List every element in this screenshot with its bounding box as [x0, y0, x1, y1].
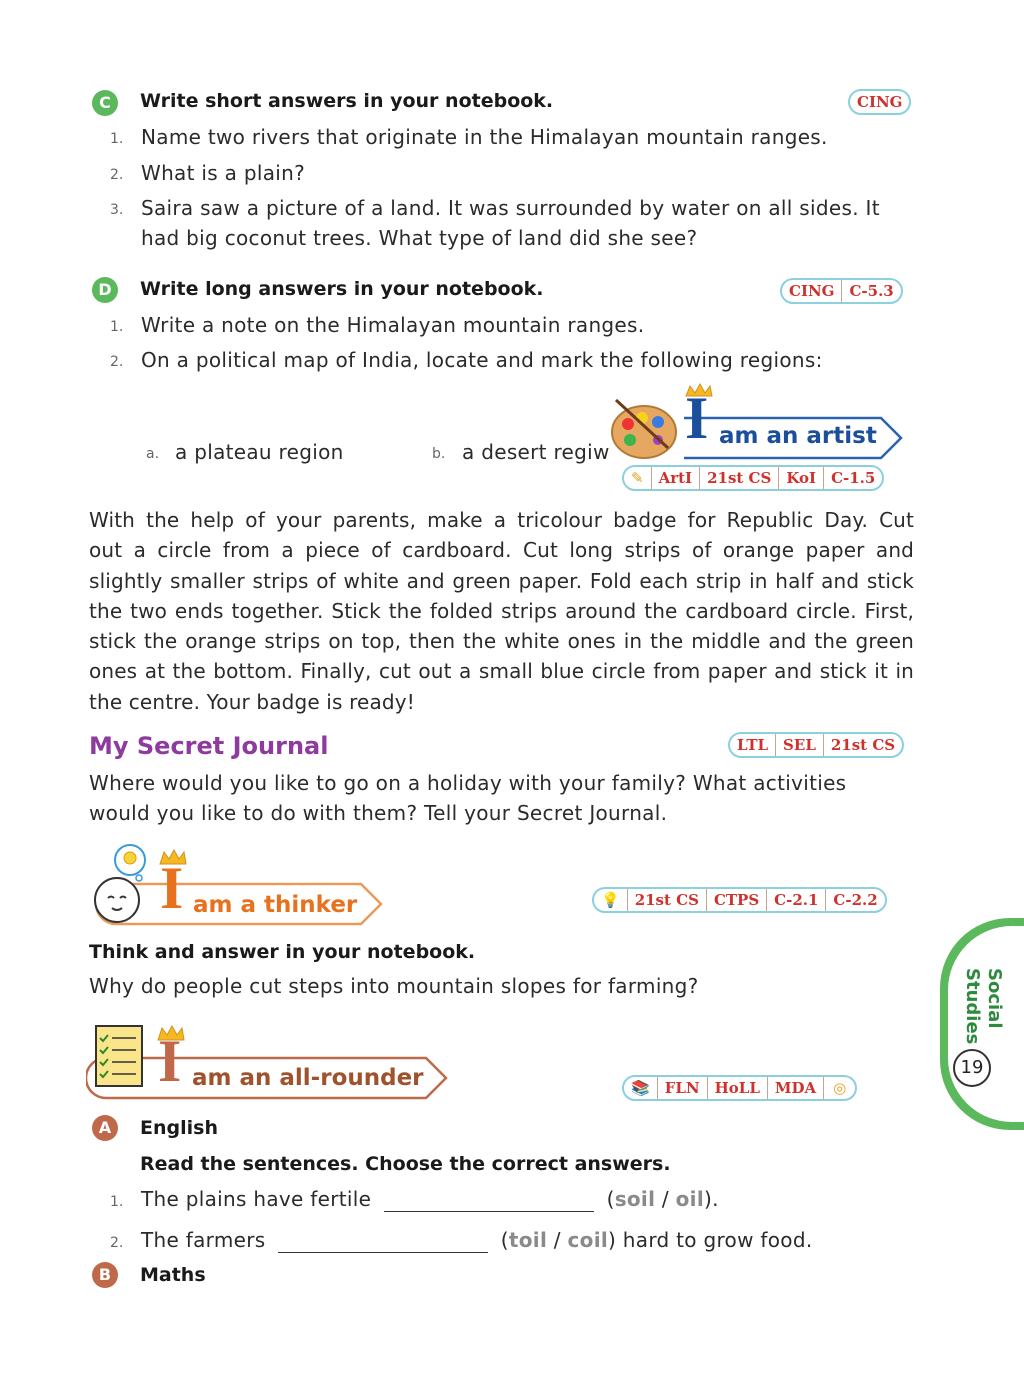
- tag-c53: C-5.3: [841, 280, 900, 302]
- page-number: 19: [953, 1049, 991, 1087]
- sentence-end: ) hard to grow food.: [608, 1228, 813, 1252]
- journal-tags: [728, 732, 904, 758]
- question-text: had big coconut trees. What type of land did she see?: [141, 226, 698, 250]
- sentence-start: The farmers: [141, 1228, 266, 1252]
- option-1[interactable]: soil: [614, 1187, 656, 1211]
- paragraph-line: ones at the bottom. Finally, cut out a small blue circle from paper and stick it in: [89, 659, 914, 684]
- section-c-marker: C: [92, 90, 118, 116]
- item-number: 2.: [110, 167, 124, 183]
- sub-item-label: a.: [146, 446, 160, 462]
- sidebar-line-1: Social: [984, 968, 1005, 1029]
- sub-item-text: a plateau region: [175, 440, 344, 464]
- artist-title: am an artist: [719, 423, 877, 449]
- emblem-icon: ◎: [823, 1077, 855, 1099]
- paragraph-line: the two ends together. Stick the folded strips around the cardboard circle. First,: [89, 598, 914, 623]
- answer-blank[interactable]: [384, 1187, 594, 1212]
- item-number: 1.: [110, 319, 124, 335]
- allrounder-i-letter: I: [158, 1028, 182, 1094]
- item-number: 1.: [110, 131, 124, 147]
- allrounder-title: am an all-rounder: [192, 1065, 424, 1091]
- question-text: Saira saw a picture of a land. It was surrounded by water on all sides. It: [141, 196, 880, 220]
- fill-blank-sentence: [141, 1187, 719, 1212]
- artist-paragraph: [89, 505, 914, 717]
- sentence-start: The plains have fertile: [141, 1187, 372, 1211]
- tag-sel: SEL: [775, 734, 823, 756]
- pen-icon: ✎: [631, 469, 644, 487]
- option-2[interactable]: coil: [567, 1228, 609, 1252]
- section-b-marker: B: [92, 1262, 118, 1288]
- paren-open: (: [500, 1228, 509, 1252]
- thinker-heading: Think and answer in your notebook.: [89, 941, 476, 963]
- paren-open: (: [606, 1187, 615, 1211]
- section-d-tags: [780, 278, 903, 304]
- thinker-tags: [592, 887, 887, 913]
- palette-icon: [612, 400, 676, 458]
- tag-fln: FLN: [657, 1077, 707, 1099]
- section-c-tags: [848, 89, 911, 115]
- paragraph-line: stick the orange strips on top, then the white ones in the middle and the green: [89, 629, 914, 654]
- tag-ctps: CTPS: [706, 889, 766, 911]
- thinker-title: am a thinker: [193, 892, 358, 918]
- journal-line: Where would you like to go on a holiday with your family? What activities: [89, 771, 847, 795]
- tag-cing: CING: [789, 282, 835, 300]
- thinker-i-letter: I: [160, 855, 184, 921]
- tag-ltl: LTL: [737, 736, 769, 754]
- checklist-icon: [96, 1026, 142, 1086]
- paragraph-line: With the help of your parents, make a tricolour badge for Republic Day. Cut: [89, 508, 914, 532]
- item-number: 2.: [110, 354, 124, 370]
- fill-blank-sentence: [141, 1228, 812, 1253]
- tag-c21: C-2.1: [766, 889, 825, 911]
- allrounder-banner: [86, 1018, 451, 1104]
- section-a-heading: Read the sentences. Choose the correct answers.: [140, 1153, 671, 1175]
- section-d-heading: Write long answers in your notebook.: [140, 278, 544, 300]
- sidebar-subject: [950, 968, 1012, 1048]
- question-text: On a political map of India, locate and mark the following regions:: [141, 348, 823, 372]
- paragraph-line: slightly smaller strips of white and green paper. Fold each strip in half and stick: [89, 568, 914, 593]
- tag-c22: C-2.2: [825, 889, 884, 911]
- tag-mda: MDA: [767, 1077, 823, 1099]
- sidebar-line-2: Studies: [962, 968, 983, 1045]
- section-d-marker: D: [92, 277, 118, 303]
- thinker-question: Why do people cut steps into mountain slopes for farming?: [89, 974, 699, 998]
- item-number: 2.: [110, 1235, 124, 1251]
- journal-title: My Secret Journal: [89, 732, 329, 760]
- sentence-end: ).: [704, 1187, 719, 1211]
- answer-blank[interactable]: [278, 1228, 488, 1253]
- lightbulb-icon: [115, 845, 145, 881]
- tag-21st-cs: 21st CS: [699, 467, 778, 489]
- artist-tags: [622, 465, 884, 491]
- sidebar-tab: [940, 918, 1024, 1130]
- paragraph-line: the centre. Your badge is ready!: [89, 689, 415, 714]
- tag-cing: CING: [857, 93, 903, 111]
- section-c-heading: Write short answers in your notebook.: [140, 90, 554, 112]
- tag-koi: KoI: [778, 467, 823, 489]
- tag-21st-cs: 21st CS: [627, 889, 706, 911]
- section-a-subject: English: [140, 1117, 218, 1139]
- section-a-marker: A: [92, 1115, 118, 1141]
- artist-i-letter: I: [685, 385, 709, 451]
- tag-21st-cs: 21st CS: [823, 734, 902, 756]
- question-text: Name two rivers that originate in the Himalayan mountain ranges.: [141, 125, 828, 149]
- sub-item-text: a desert regiw: [462, 440, 610, 464]
- option-separator: /: [661, 1187, 669, 1211]
- tag-c15: C-1.5: [823, 467, 882, 489]
- item-number: 1.: [110, 1194, 124, 1210]
- tag-holl: HoLL: [707, 1077, 767, 1099]
- option-1[interactable]: toil: [508, 1228, 548, 1252]
- allrounder-tags: [622, 1075, 857, 1101]
- tag-arti: ArtI: [651, 467, 700, 489]
- journal-line: would you like to do with them? Tell your Secret Journal.: [89, 801, 668, 825]
- lightbulb-icon: 💡: [601, 891, 620, 909]
- sub-item-label: b.: [432, 446, 446, 462]
- section-b-subject: Maths: [140, 1264, 206, 1286]
- item-number: 3.: [110, 202, 124, 218]
- books-icon: 📚: [631, 1079, 650, 1097]
- question-text: Write a note on the Himalayan mountain ranges.: [141, 313, 645, 337]
- option-2[interactable]: oil: [675, 1187, 704, 1211]
- paragraph-line: out a circle from a piece of cardboard. Cut long strips of orange paper and: [89, 538, 914, 563]
- question-text: What is a plain?: [141, 161, 306, 185]
- thinking-face-icon: [95, 878, 139, 922]
- option-separator: /: [553, 1228, 561, 1252]
